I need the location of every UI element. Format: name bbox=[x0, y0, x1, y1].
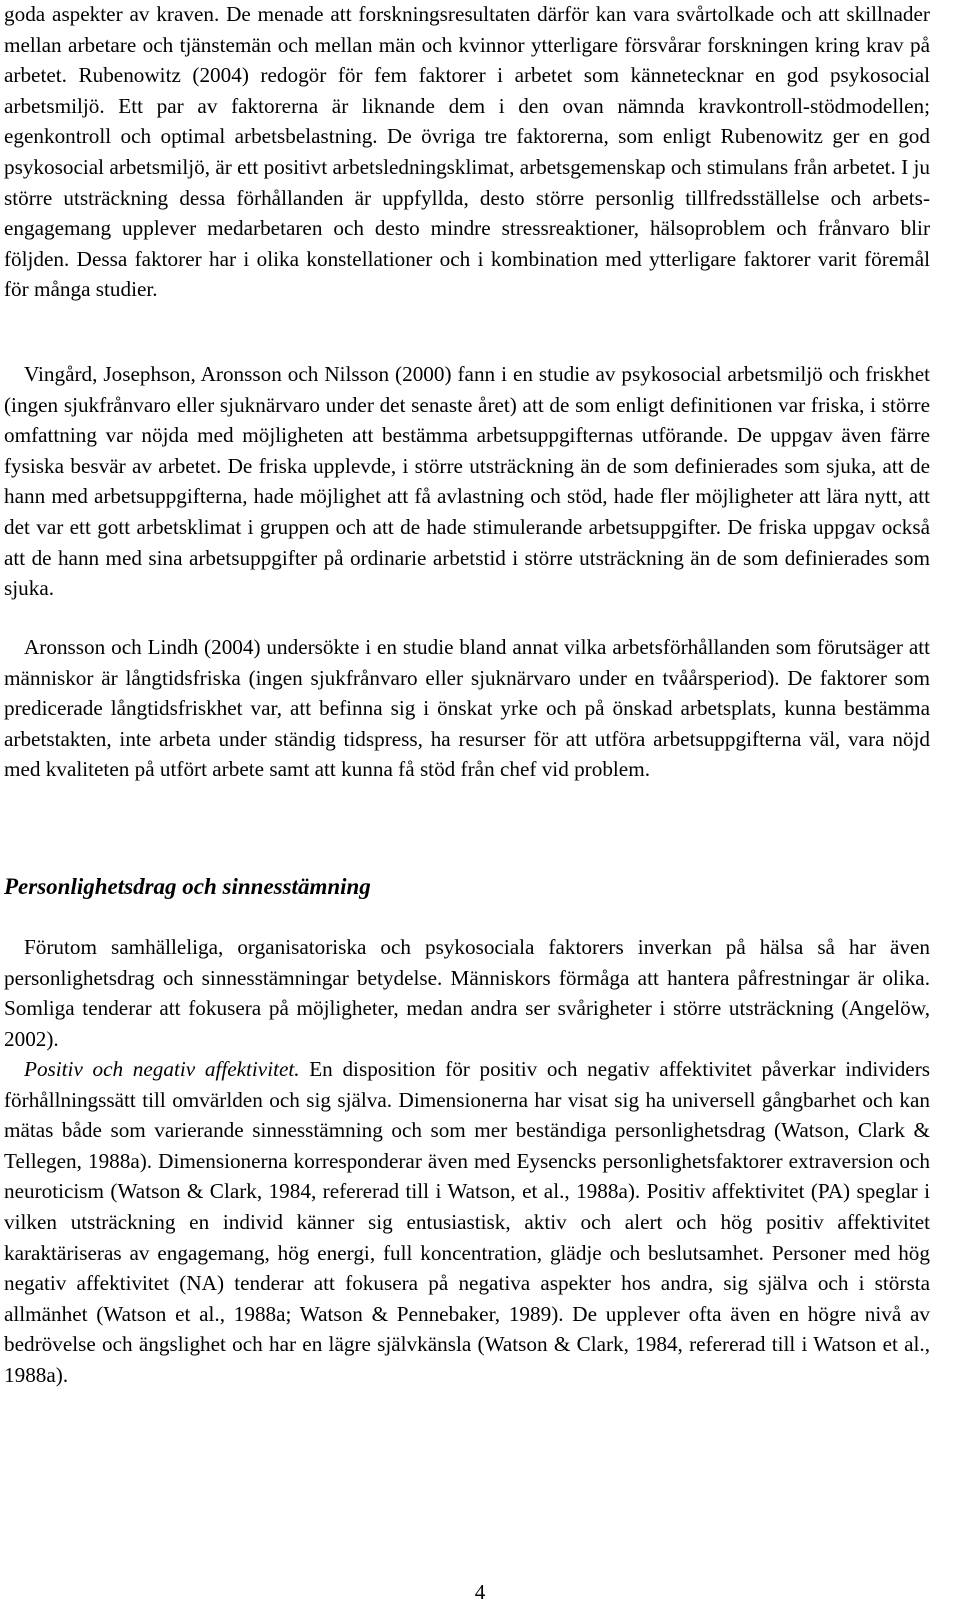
paragraph-affectivity bbox=[4, 1054, 930, 1391]
section-heading: Personlighetsdrag och sinnesstämning bbox=[4, 874, 371, 899]
paragraph-work-environment: goda aspekter av kraven. De menade att forskningsresultaten därför kan vara svårtolkade och att skillnader mellan arbetare och tjänstemän och mellan män och kvinnor ytterligare försvårar forskningen kring krav på arbetet. Rubenowitz (2004) redogör för fem faktorer i arbetet som kännetecknar en god psykosocial arbetsmiljö. Ett par av faktorerna är liknande dem i den ovan nämnda kravkontroll-stödmodellen; egenkontroll och optimal arbetsbelastning. De övriga tre faktorerna, som enligt Rubenowitz ger en god psykosocial arbetsmiljö, är ett positivt arbetsledningsklimat, arbetsgemenskap och stimulans från arbetet. I ju större utsträckning dessa förhållanden är uppfyllda, desto större personlig tillfredsställelse och arbetsengagemang upplever medarbetaren och desto mindre stressreaktioner, hälsoproblem och frånvaro blir följden. Dessa faktorer har i olika konstellationer och i kombination med ytterligare faktorer varit föremål för många studier. bbox=[4, 2, 930, 302]
paragraph-personality-intro: Förutom samhälleliga, organisatoriska och psykosociala faktorers inverkan på hälsa så har även personlighetsdrag och sinnesstämningar betydelse. Människors förmåga att hantera påfrestningar är olika. Somliga tenderar att fokusera på möjligheter, medan andra ser svårigheter i större utsträckning (Angelöw, 2002). bbox=[4, 935, 930, 1051]
paragraph-aronsson-lindh-study: Aronsson och Lindh (2004) undersökte i en studie bland annat vilka arbetsförhållanden som förutsäger att människor är långtidsfriska (ingen sjukfrånvaro eller sjuknärvaro under en tvåårsperiod). De faktorer som predicerade långtidsfriskhet var, att befinna sig i önskat yrke och på önskad arbetsplats, kunna bestämma arbetstakten, inte arbeta under ständig tidspress, ha resurser för att utföra arbetsuppgifterna väl, vara nöjd med kvaliteten på utfört arbete samt att kunna få stöd från chef vid problem. bbox=[4, 635, 930, 782]
affectivity-body: En disposition för positiv och negativ affektivitet påverkar individers förhållningssätt till omvärlden och sig själva. Dimensionerna har visat sig ha universell gångbarhet och kan mätas både som varierande sinnesstämning och som mer beständiga personlighetsdrag (Watson, Clark & Tellegen, 1988a). Dimensionerna korresponderar även med Eysencks personlighetsfaktorer extraversion och neuroticism (Watson & Clark, 1984, refererad till i Watson, et al., 1988a). Positiv affektivitet (PA) speglar i vilken utsträckning en individ känner sig entusiastisk, aktiv och alert och hög positiv affektivitet karaktäriseras av engagemang, hög energi, full koncentration, glädje och beslutsamhet. Personer med hög negativ affektivitet (NA) tenderar att fokusera på negativa aspekter hos andra, sig själva och i största allmänhet (Watson et al., 1988a; Watson & Pennebaker, 1989). De upplever ofta även en högre nivå av bedrövelse och ängslighet och har en lägre självkänsla (Watson & Clark, 1984, refererad till i Watson et al., 1988a). bbox=[4, 1057, 930, 1387]
page-number: 4 bbox=[474, 1580, 486, 1604]
affectivity-lead-italic: Positiv och negativ affektivitet. bbox=[24, 1057, 300, 1081]
paragraph-vingard-study: Vingård, Josephson, Aronsson och Nilsson (2000) fann i en studie av psykosocial arbetsmiljö och friskhet (ingen sjukfrånvaro eller sjuknärvaro under det senaste året) att de som enligt definitionen var friska, i större omfattning var nöjda med möjligheten att bestämma arbetsuppgifternas utförande. De uppgav även färre fysiska besvär av arbetet. De friska upplevde, i större utsträckning än de som definierades som sjuka, att de hann med arbetsuppgifterna, hade möjlighet att få avlastning och stöd, hade fler möjligheter att lära nytt, att det var ett gott arbetsklimat i gruppen och att de hade stimulerande arbetsuppgifter. De friska uppgav också att de hann med sina arbetsuppgifter på ordinarie arbetstid i större utsträckning än de som definierades som sjuka. bbox=[4, 362, 930, 601]
